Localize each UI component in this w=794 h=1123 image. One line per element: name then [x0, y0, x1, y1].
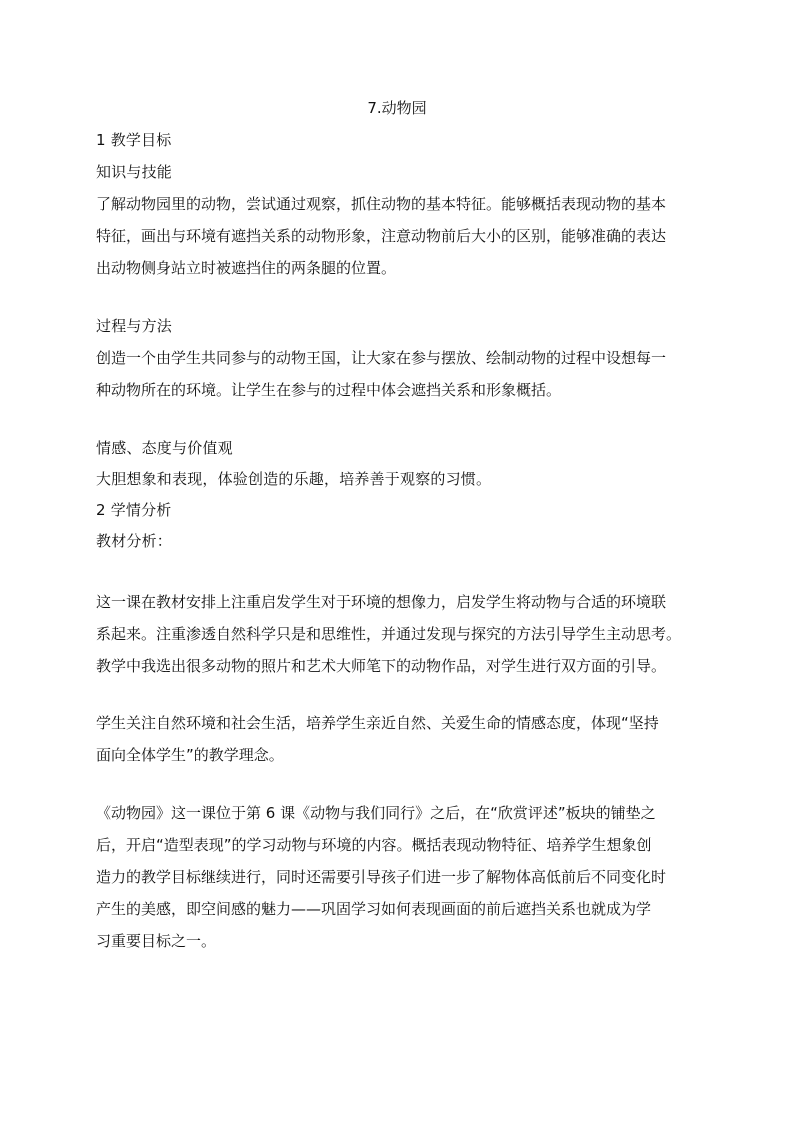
text-line: 种动物所在的环境。让学生在参与的过程中体会遮挡关系和形象概括。: [96, 381, 562, 399]
text-line: 教学中我选出很多动物的照片和艺术大师笔下的动物作品，对学生进行双方面的引导。: [96, 657, 667, 675]
paragraph-material-analysis-2: [96, 707, 706, 771]
text-line: 出动物侧身站立时被遮挡住的两条腿的位置。: [96, 259, 397, 277]
subheading-knowledge-skills: 知识与技能: [96, 163, 173, 181]
subheading-material-analysis: 教材分析：: [96, 532, 173, 550]
section-heading-teaching-goals: 1 教学目标: [96, 131, 172, 149]
text-line: 特征，画出与环境有遮挡关系的动物形象，注意动物前后大小的区别，能够准确的表达: [96, 227, 667, 245]
paragraph-material-analysis-1: [96, 586, 706, 682]
text-line: 后，开启“造型表现”的学习动物与环境的内容。概括表现动物特征、培养学生想象创: [96, 836, 652, 854]
subheading-process-methods: 过程与方法: [96, 317, 173, 335]
text-line: 了解动物园里的动物，尝试通过观察，抓住动物的基本特征。能够概括表现动物的基本: [96, 195, 667, 213]
text-line: 《动物园》这一课位于第 6 课《动物与我们同行》之后，在“欣赏评述”板块的铺垫之: [96, 804, 656, 822]
text-line: 习重要目标之一。: [96, 932, 217, 950]
paragraph-material-analysis-3: [96, 797, 706, 957]
text-line: 创造一个由学生共同参与的动物王国，让大家在参与摆放、绘制动物的过程中设想每一: [96, 349, 667, 367]
subheading-emotion-attitude-values: 情感、态度与价值观: [96, 439, 233, 457]
paragraph-knowledge-skills: [96, 188, 706, 284]
paragraph-process-methods: [96, 342, 706, 406]
text-line: 产生的美感，即空间感的魅力——巩固学习如何表现画面的前后遮挡关系也就成为学: [96, 900, 652, 918]
section-heading-learner-analysis: 2 学情分析: [96, 501, 172, 519]
document-title: 7.动物园: [367, 99, 427, 117]
paragraph-emotion-attitude-values: 大胆想象和表现，体验创造的乐趣，培养善于观察的习惯。: [96, 470, 492, 488]
text-line: 造力的教学目标继续进行，同时还需要引导孩子们进一步了解物体高低前后不同变化时: [96, 868, 667, 886]
text-line: 面向全体学生”的教学理念。: [96, 746, 284, 764]
text-line: 系起来。注重渗透自然科学只是和思维性，并通过发现与探究的方法引导学生主动思考。: [96, 625, 682, 643]
text-line: 这一课在教材安排上注重启发学生对于环境的想像力，启发学生将动物与合适的环境联: [96, 593, 667, 611]
text-line: 学生关注自然环境和社会生活，培养学生亲近自然、关爱生命的情感态度，体现“坚持: [96, 714, 659, 732]
